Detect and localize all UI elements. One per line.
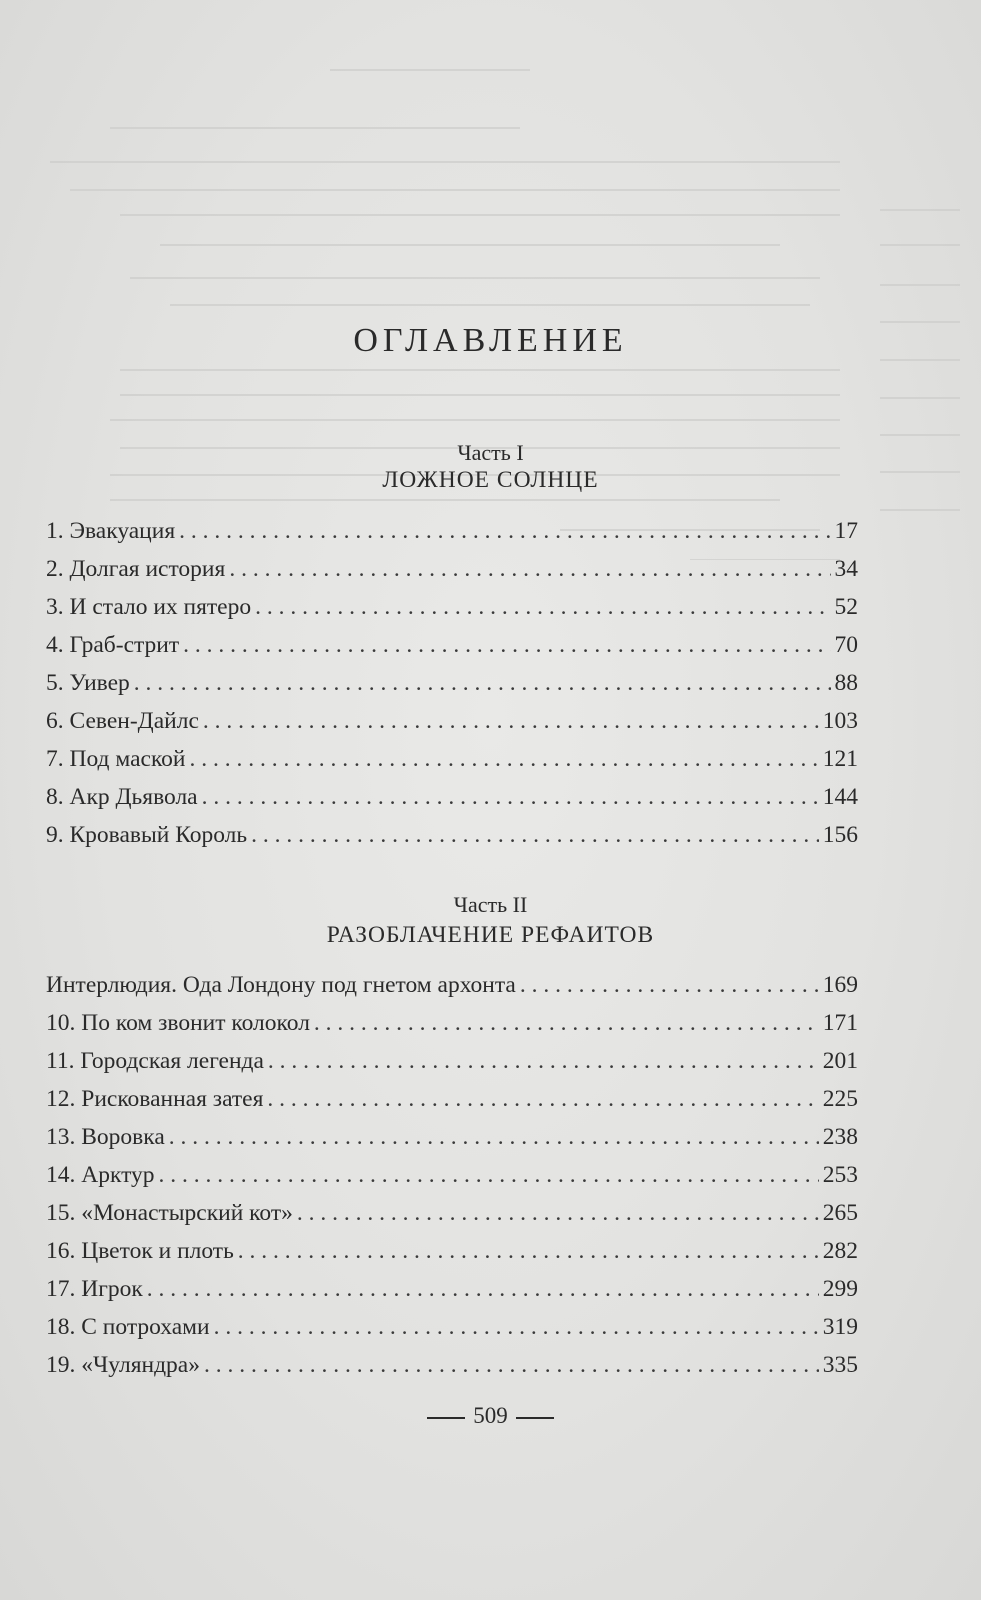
toc-entry[interactable] bbox=[46, 1010, 858, 1048]
page-title: ОГЛАВЛЕНИЕ bbox=[353, 322, 628, 359]
dot-leader bbox=[251, 822, 819, 849]
toc-entry-title: 7. Под маской bbox=[46, 746, 186, 772]
toc-entry-title: 1. Эвакуация bbox=[46, 518, 176, 544]
toc-entry-title: 16. Цветок и плоть bbox=[46, 1238, 234, 1264]
toc-entry-page: 103 bbox=[822, 708, 858, 734]
dot-leader bbox=[169, 1124, 819, 1151]
dot-leader bbox=[134, 670, 831, 697]
toc-part-1 bbox=[46, 518, 858, 860]
part-2-title: РАЗОБЛАЧЕНИЕ РЕФАИТОВ bbox=[326, 922, 655, 948]
dot-leader bbox=[202, 784, 819, 811]
dot-leader bbox=[159, 1162, 819, 1189]
dot-leader bbox=[204, 1352, 819, 1379]
toc-entry[interactable] bbox=[46, 518, 858, 556]
page-number bbox=[0, 1403, 981, 1429]
toc-entry[interactable] bbox=[46, 670, 858, 708]
toc-entry-page: 34 bbox=[834, 556, 858, 582]
toc-entry-page: 70 bbox=[834, 632, 858, 658]
toc-entry-page: 201 bbox=[822, 1048, 858, 1074]
dot-leader bbox=[214, 1314, 819, 1341]
folio-dash-right bbox=[516, 1417, 554, 1419]
dot-leader bbox=[520, 972, 819, 999]
toc-entry[interactable] bbox=[46, 556, 858, 594]
toc-entry-title: 4. Граб-стрит bbox=[46, 632, 180, 658]
part-2-label: Часть II bbox=[453, 892, 528, 917]
dot-leader bbox=[203, 708, 819, 735]
toc-entry-title: 19. «Чуляндра» bbox=[46, 1352, 200, 1378]
toc-entry-page: 17 bbox=[834, 518, 858, 544]
toc-entry[interactable] bbox=[46, 1124, 858, 1162]
toc-entry[interactable] bbox=[46, 1200, 858, 1238]
folio-dash-left bbox=[427, 1417, 465, 1419]
toc-entry-page: 335 bbox=[822, 1352, 858, 1378]
dot-leader bbox=[179, 518, 830, 545]
toc-entry-title: Интерлюдия. Ода Лондону под гнетом архонта bbox=[46, 972, 516, 998]
toc-entry-title: 8. Акр Дьявола bbox=[46, 784, 198, 810]
toc-entry[interactable] bbox=[46, 1048, 858, 1086]
toc-entry-title: 3. И стало их пятеро bbox=[46, 594, 252, 620]
toc-entry-page: 88 bbox=[834, 670, 858, 696]
toc-entry-title: 18. С потрохами bbox=[46, 1314, 210, 1340]
toc-entry-page: 144 bbox=[822, 784, 858, 810]
toc-entry-title: 6. Севен-Дайлс bbox=[46, 708, 199, 734]
dot-leader bbox=[314, 1010, 819, 1037]
toc-entry-title: 9. Кровавый Король bbox=[46, 822, 248, 848]
toc-entry[interactable] bbox=[46, 1086, 858, 1124]
toc-entry[interactable] bbox=[46, 1276, 858, 1314]
dot-leader bbox=[267, 1086, 818, 1113]
dot-leader bbox=[255, 594, 830, 621]
toc-entry-title: 13. Воровка bbox=[46, 1124, 165, 1150]
dot-leader bbox=[229, 556, 830, 583]
part-1-label: Часть I bbox=[457, 440, 524, 465]
toc-entry-title: 15. «Монастырский кот» bbox=[46, 1200, 293, 1226]
toc-entry-page: 156 bbox=[822, 822, 858, 848]
toc-entry-page: 169 bbox=[822, 972, 858, 998]
toc-entry-page: 52 bbox=[834, 594, 858, 620]
part-1-title: ЛОЖНОЕ СОЛНЦЕ bbox=[382, 467, 599, 493]
toc-entry[interactable] bbox=[46, 1314, 858, 1352]
toc-entry-page: 121 bbox=[822, 746, 858, 772]
dot-leader bbox=[183, 632, 830, 659]
toc-entry-title: 2. Долгая история bbox=[46, 556, 226, 582]
dot-leader bbox=[238, 1238, 819, 1265]
toc-entry-title: 10. По ком звонит колокол bbox=[46, 1010, 310, 1036]
toc-entry-title: 11. Городская легенда bbox=[46, 1048, 264, 1074]
dot-leader bbox=[147, 1276, 819, 1303]
toc-entry[interactable] bbox=[46, 594, 858, 632]
dot-leader bbox=[268, 1048, 819, 1075]
toc-entry[interactable] bbox=[46, 746, 858, 784]
dot-leader bbox=[190, 746, 819, 773]
toc-entry[interactable] bbox=[46, 822, 858, 860]
toc-entry-title: 5. Уивер bbox=[46, 670, 130, 696]
toc-entry-title: 14. Арктур bbox=[46, 1162, 155, 1188]
toc-entry-title: 12. Рискованная затея bbox=[46, 1086, 264, 1112]
toc-part-2 bbox=[46, 972, 858, 1390]
toc-entry-page: 299 bbox=[822, 1276, 858, 1302]
toc-entry[interactable] bbox=[46, 1352, 858, 1390]
toc-entry-page: 225 bbox=[822, 1086, 858, 1112]
toc-entry-page: 171 bbox=[822, 1010, 858, 1036]
toc-entry[interactable] bbox=[46, 972, 858, 1010]
toc-entry[interactable] bbox=[46, 1238, 858, 1276]
toc-entry[interactable] bbox=[46, 784, 858, 822]
toc-entry[interactable] bbox=[46, 632, 858, 670]
toc-entry-title: 17. Игрок bbox=[46, 1276, 143, 1302]
toc-entry-page: 319 bbox=[822, 1314, 858, 1340]
toc-entry[interactable] bbox=[46, 708, 858, 746]
dot-leader bbox=[297, 1200, 819, 1227]
toc-entry[interactable] bbox=[46, 1162, 858, 1200]
toc-entry-page: 265 bbox=[822, 1200, 858, 1226]
toc-entry-page: 238 bbox=[822, 1124, 858, 1150]
toc-entry-page: 282 bbox=[822, 1238, 858, 1264]
toc-entry-page: 253 bbox=[822, 1162, 858, 1188]
page-number-value: 509 bbox=[473, 1403, 508, 1428]
